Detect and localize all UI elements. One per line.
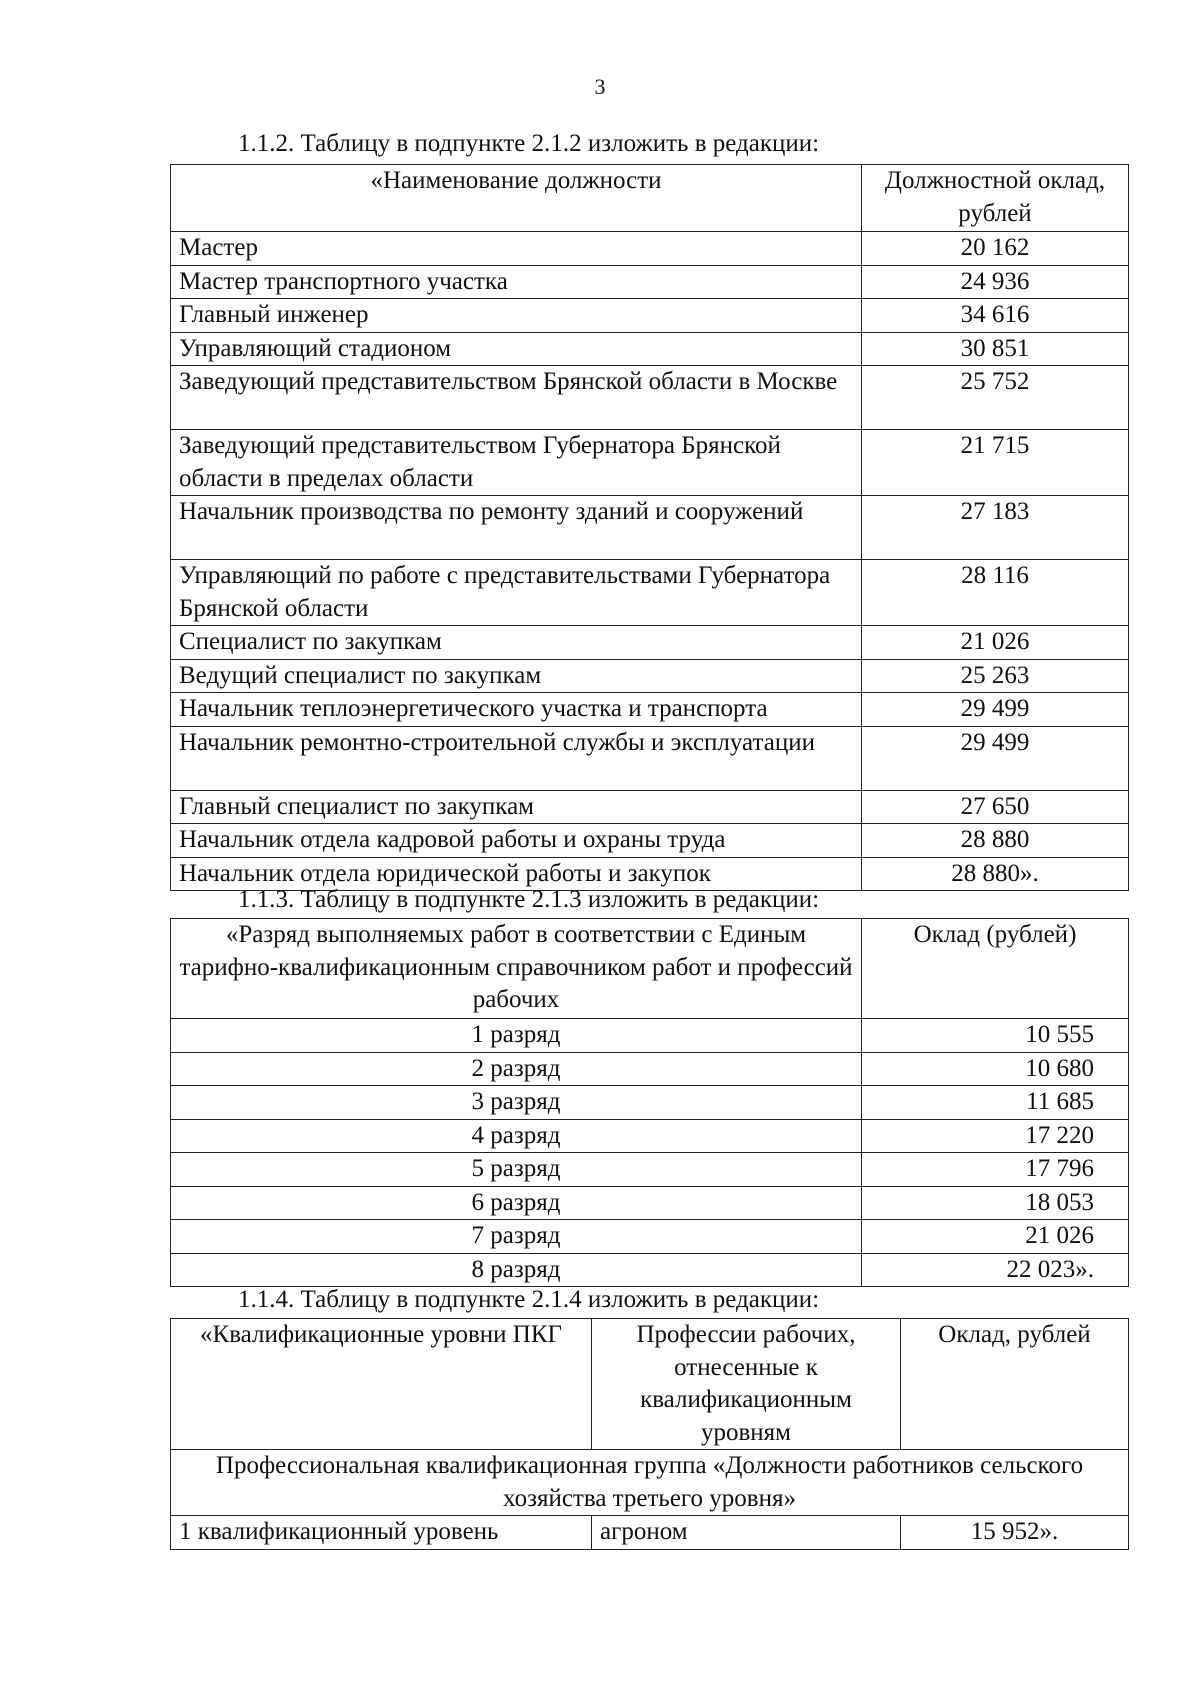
salary-value: 30 851 <box>862 332 1129 366</box>
salary-value: 27 650 <box>862 790 1129 824</box>
salary-value: 27 183 <box>862 496 1129 560</box>
column-header-grade: «Разряд выполняемых работ в соответствии с Единым тарифно-квалификационным справочником работ и профессий рабочих <box>171 919 862 1019</box>
salary-value: 25 752 <box>862 366 1129 430</box>
position-name: Начальник ремонтно-строительной службы и эксплуатации <box>171 726 862 790</box>
salary-value: 18 053 <box>862 1186 1129 1220</box>
table-row <box>171 626 1129 660</box>
position-name: Начальник производства по ремонту зданий и сооружений <box>171 496 862 560</box>
grade-label: 3 разряд <box>171 1086 862 1120</box>
table-row <box>171 1220 1129 1254</box>
table-row <box>171 1153 1129 1187</box>
salary-value: 10 555 <box>862 1019 1129 1053</box>
salary-value: 20 162 <box>862 232 1129 266</box>
grade-label: 5 разряд <box>171 1153 862 1187</box>
position-name: Заведующий представительством Губернатора Брянской области в пределах области <box>171 430 862 496</box>
page-number: 3 <box>594 74 606 99</box>
position-name: Заведующий представительством Брянской области в Москве <box>171 366 862 430</box>
table-row <box>171 299 1129 333</box>
salary-value: 21 715 <box>862 430 1129 496</box>
position-name: Управляющий по работе с представительствами Губернатора Брянской области <box>171 560 862 626</box>
table-row <box>171 1186 1129 1220</box>
column-header-salary: Оклад, рублей <box>901 1319 1129 1450</box>
table-row <box>171 1253 1129 1287</box>
grade-label: 6 разряд <box>171 1186 862 1220</box>
table-row <box>171 1119 1129 1153</box>
section-heading-1-1-4: 1.1.4. Таблицу в подпункте 2.1.4 изложить в редакции: <box>238 1286 820 1313</box>
table-row <box>171 366 1129 430</box>
table-row <box>171 824 1129 858</box>
table-row <box>171 560 1129 626</box>
table-row <box>171 693 1129 727</box>
section-heading-1-1-2: 1.1.2. Таблицу в подпункте 2.1.2 изложить в редакции: <box>238 130 820 157</box>
table-row <box>171 726 1129 790</box>
column-header-salary: Должностной оклад, рублей <box>862 165 1129 232</box>
grade-label: 2 разряд <box>171 1052 862 1086</box>
table-row <box>171 659 1129 693</box>
section-heading-1-1-3: 1.1.3. Таблицу в подпункте 2.1.3 изложить в редакции: <box>238 886 820 913</box>
salary-value: 29 499 <box>862 693 1129 727</box>
table-row <box>171 790 1129 824</box>
salary-value: 25 263 <box>862 659 1129 693</box>
position-name: Мастер <box>171 232 862 266</box>
qualification-group-title: Профессиональная квалификационная группа «Должности работников сельского хозяйства третьего уровня» <box>171 1450 1129 1516</box>
column-header-professions: Профессии рабочих, отнесенные к квалификационным уровням <box>592 1319 901 1450</box>
salary-value: 11 685 <box>862 1086 1129 1120</box>
position-name: Начальник отдела кадровой работы и охраны труда <box>171 824 862 858</box>
qualification-levels-table <box>170 1318 1129 1550</box>
column-header-position: «Наименование должности <box>171 165 862 232</box>
grade-label: 7 разряд <box>171 1220 862 1254</box>
table-row <box>171 1516 1129 1550</box>
worker-grades-table <box>170 918 1129 1287</box>
grade-label: 4 разряд <box>171 1119 862 1153</box>
salary-value: 28 880 <box>862 824 1129 858</box>
table-row <box>171 1019 1129 1053</box>
position-name: Ведущий специалист по закупкам <box>171 659 862 693</box>
position-name: Управляющий стадионом <box>171 332 862 366</box>
salary-value: 29 499 <box>862 726 1129 790</box>
salary-value: 15 952». <box>901 1516 1129 1550</box>
column-header-qualification-level: «Квалификационные уровни ПКГ <box>171 1319 592 1450</box>
table-row <box>171 1052 1129 1086</box>
table-row <box>171 430 1129 496</box>
salary-value: 22 023». <box>862 1253 1129 1287</box>
table-header-row <box>171 919 1129 1019</box>
position-name: Начальник теплоэнергетического участка и транспорта <box>171 693 862 727</box>
salary-value: 28 880». <box>862 857 1129 891</box>
salary-value: 17 796 <box>862 1153 1129 1187</box>
position-name: Начальник отдела юридической работы и закупок <box>171 857 862 891</box>
profession: агроном <box>592 1516 901 1550</box>
qualification-level: 1 квалификационный уровень <box>171 1516 592 1550</box>
group-row <box>171 1450 1129 1516</box>
table-row <box>171 1086 1129 1120</box>
salary-value: 28 116 <box>862 560 1129 626</box>
positions-salary-table <box>170 164 1129 891</box>
position-name: Главный инженер <box>171 299 862 333</box>
salary-value: 34 616 <box>862 299 1129 333</box>
salary-value: 24 936 <box>862 265 1129 299</box>
salary-value: 21 026 <box>862 626 1129 660</box>
salary-value: 21 026 <box>862 1220 1129 1254</box>
table-row <box>171 496 1129 560</box>
salary-value: 17 220 <box>862 1119 1129 1153</box>
grade-label: 1 разряд <box>171 1019 862 1053</box>
table-header-row <box>171 1319 1129 1450</box>
table-row <box>171 232 1129 266</box>
table-row <box>171 332 1129 366</box>
position-name: Мастер транспортного участка <box>171 265 862 299</box>
grade-label: 8 разряд <box>171 1253 862 1287</box>
table-header-row <box>171 165 1129 232</box>
position-name: Главный специалист по закупкам <box>171 790 862 824</box>
salary-value: 10 680 <box>862 1052 1129 1086</box>
table-row <box>171 265 1129 299</box>
position-name: Специалист по закупкам <box>171 626 862 660</box>
column-header-salary: Оклад (рублей) <box>862 919 1129 1019</box>
